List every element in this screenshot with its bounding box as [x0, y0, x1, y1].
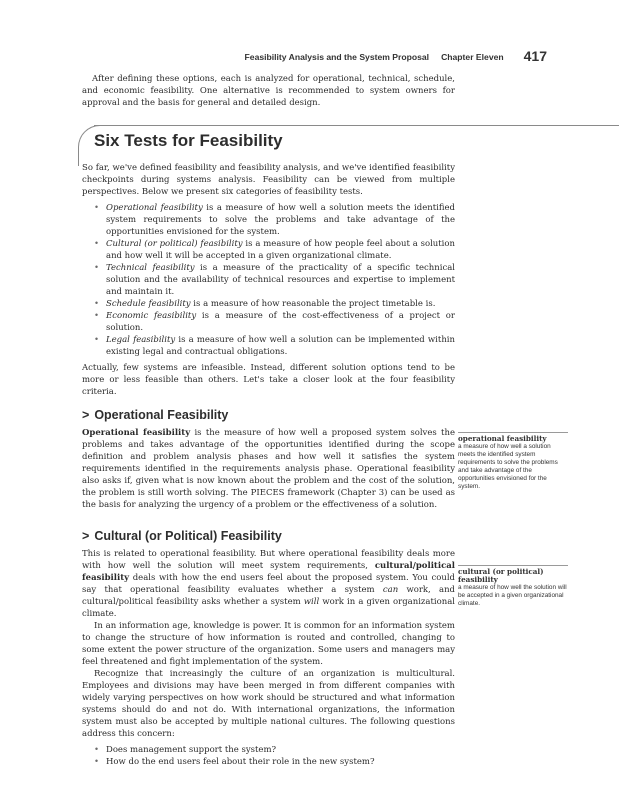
list-item — [94, 298, 455, 310]
margin-rule — [458, 565, 568, 566]
paragraph-text: This is related to operational feasibility. But where operational feasibility deals more with how well the solution will meet system requirements, — [82, 549, 455, 571]
margin-definition: a measure of how well a solution meets the identified system requirements to solve the problems and take advantage of the opportunities envisioned for the system. — [458, 443, 558, 490]
intro-paragraph-block — [82, 73, 455, 109]
key-term: cultural/political feasibility — [82, 561, 455, 583]
bullet-icon: • — [94, 745, 100, 755]
cultural-paragraph-3: Recognize that increasingly the culture of an organization is multicultural. Employees and divisions may have been merged in from different companies with widely varying perspectives on how work should be structured and what information systems should do and not do. With international organizations, the information system must also be accepted by multiple national cultures. The following questions address this concern: — [82, 669, 455, 739]
emphasis-text: will — [303, 597, 320, 607]
list-item-text: is a measure of the practicality of a specific technical solution and the availability of technical resources and expertise to implement and maintain it. — [106, 263, 455, 297]
list-item-term: Schedule feasibility — [106, 299, 191, 309]
paragraph-text: work in a given organizational climate. — [82, 597, 455, 619]
list-item — [94, 310, 455, 334]
list-item — [94, 262, 455, 298]
list-item — [94, 744, 455, 756]
list-item-term: Technical feasibility — [106, 263, 195, 273]
margin-definition-cultural — [458, 565, 568, 608]
cultural-paragraph-1 — [82, 548, 455, 620]
chevron-right-icon: > — [82, 408, 90, 422]
subsection-title: Cultural (or Political) Feasibility — [94, 529, 282, 543]
bullet-icon: • — [94, 239, 100, 249]
bullet-icon: • — [94, 203, 100, 213]
six-tests-closing: Actually, few systems are infeasible. Instead, different solution options tend to be more or less feasible than others. Let's take a closer look at the four feasibility criteria. — [82, 363, 455, 397]
list-item-term: Legal feasibility — [106, 335, 176, 345]
list-item-term: Operational feasibility — [106, 203, 203, 213]
margin-definition: a measure of how well the solution will be accepted in a given organizational climate. — [458, 584, 567, 607]
subsection-heading — [82, 409, 455, 421]
section-heading-six-tests — [72, 124, 619, 154]
running-header — [0, 48, 547, 64]
paragraph-text: is the measure of how well a proposed system solves the problems and takes advantage of the opportunities identified during the scope definition and problem analysis phases and how well it satisfies the system requirements identified in the requirements analysis phase. Operational feasibility also asks if, given what is now known about the problem and the cost of the solution, the problem is still worth solving. The PIECES framework (Chapter 3) can be used as the basis for analyzing the urgency of a problem or the effectiveness of a solution. — [82, 428, 455, 510]
paragraph-text: work, and cultural/political feasibility asks whether a system — [82, 585, 455, 607]
list-item-text: is a measure of how reasonable the project timetable is. — [190, 299, 436, 309]
feasibility-tests-list — [82, 202, 455, 358]
cultural-paragraph-2: In an information age, knowledge is power. It is common for an information system to change the structure of how information is routed and controlled, changing to some extent the power structure of the organization. Some users and managers may feel threatened and fight implementation of the system. — [82, 621, 455, 667]
bullet-icon: • — [94, 311, 100, 321]
concern-questions-list — [82, 744, 455, 768]
list-item-text: is a measure of how well a solution meets the identified system requirements to solve the problems and take advantage of the opportunities envisioned for the system. — [106, 203, 455, 237]
bullet-icon: • — [94, 299, 100, 309]
section-title: Six Tests for Feasibility — [94, 131, 283, 150]
subsection-title: Operational Feasibility — [94, 408, 229, 422]
cultural-feasibility-section — [82, 530, 455, 772]
six-tests-intro: So far, we've defined feasibility and feasibility analysis, and we've identified feasibility checkpoints during systems analysis. Feasibility can be viewed from multiple perspectives. Below we present six categories of feasibility tests. — [82, 163, 455, 197]
list-item — [94, 756, 455, 768]
six-tests-section — [82, 162, 455, 398]
margin-term: operational feasibility — [458, 434, 547, 443]
list-item-text: is a measure of how people feel about a solution and how well it will be accepted in a given organizational climate. — [106, 239, 455, 261]
bullet-icon: • — [94, 263, 100, 273]
list-item-term: Cultural (or political) feasibility — [106, 239, 243, 249]
intro-paragraph: After defining these options, each is analyzed for operational, technical, schedule, and economic feasibility. One alternative is recommended to system owners for approval and the basis for general and detailed design. — [82, 74, 455, 108]
paragraph-text: deals with how the end users feel about the proposed system. You could say that operational feasibility evaluates whether a system — [82, 573, 455, 595]
list-item-text: is a measure of the cost-effectiveness of a project or solution. — [106, 311, 455, 333]
list-item — [94, 334, 455, 358]
margin-rule — [458, 432, 568, 433]
list-item-text: How do the end users feel about their role in the new system? — [106, 757, 375, 767]
list-item-term: Economic feasibility — [106, 311, 197, 321]
margin-term: cultural (or political) feasibility — [458, 567, 544, 584]
running-title: Feasibility Analysis and the System Proposal — [244, 52, 430, 62]
list-item-text: is a measure of how well a solution can be implemented within existing legal and contractual obligations. — [106, 335, 455, 357]
chapter-label: Chapter Eleven — [441, 52, 504, 62]
bullet-icon: • — [94, 757, 100, 767]
page-number: 417 — [523, 48, 547, 64]
heading-rule — [94, 125, 619, 126]
subsection-heading — [82, 530, 455, 542]
list-item — [94, 202, 455, 238]
chevron-right-icon: > — [82, 529, 90, 543]
operational-feasibility-section — [82, 409, 455, 511]
margin-definition-operational — [458, 432, 568, 491]
bullet-icon: • — [94, 335, 100, 345]
operational-feasibility-paragraph — [82, 427, 455, 511]
key-term: Operational feasibility — [82, 428, 191, 438]
emphasis-text: can — [382, 585, 399, 595]
list-item-text: Does management support the system? — [106, 745, 277, 755]
list-item — [94, 238, 455, 262]
